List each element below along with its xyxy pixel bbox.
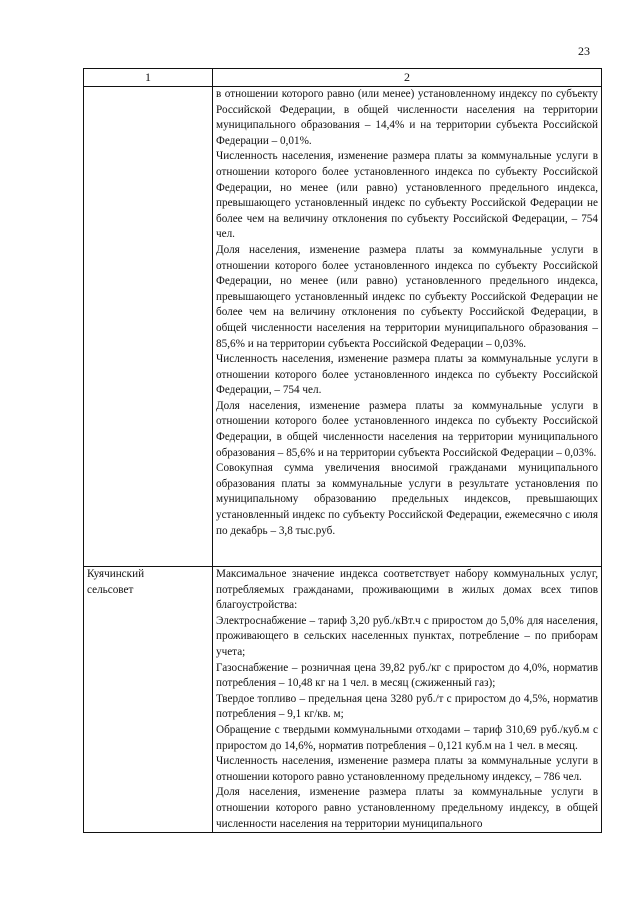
indicators-cell bbox=[213, 87, 602, 567]
paragraph: Численность населения, изменение размера платы за коммунальные услуги в отношении которого более установленного индекса по субъекту Российской Федерации, но менее (или равно) установленного предельного индекса, превышающего установленный индекс по субъекту Российской Федерации не более чем на величину отклонения по субъекту Российской Федерации, – 754 чел. bbox=[216, 150, 598, 241]
table-row bbox=[84, 567, 602, 833]
paragraph: Доля населения, изменение размера платы за коммунальные услуги в отношении которого более установленного индекса по субъекту Российской Федерации, но менее (или равно) установленного предельного индекса, превышающего установленный индекс по субъекту Российской Федерации не более чем на величину отклонения по субъекту Российской Федерации, в общей численности населения на территории муниципального образования – 85,6% и на территории субъекта Российской Федерации – 0,03%. bbox=[216, 243, 598, 350]
municipality-cell bbox=[84, 87, 213, 567]
paragraph: Твердое топливо – предельная цена 3280 руб./т с приростом до 4,5%, норматив потребления – 9,1 кг/кв. м; bbox=[216, 692, 598, 721]
paragraph: в отношении которого равно (или менее) установленному индексу по субъекту Российской Федерации, в общей численности населения на территории муниципального образования – 14,4% и на территории субъекта Российской Федерации – 0,01%. bbox=[216, 88, 598, 147]
column-header-2: 2 bbox=[213, 69, 602, 87]
indicators-cell bbox=[213, 567, 602, 833]
paragraph: Численность населения, изменение размера платы за коммунальные услуги в отношении которого более установленного индекса по субъекту Российской Федерации, – 754 чел. bbox=[216, 353, 598, 397]
table-row bbox=[84, 87, 602, 567]
table-header-row bbox=[84, 69, 602, 87]
paragraph: Численность населения, изменение размера платы за коммунальные услуги в отношении которого равно установленному предельному индексу, – 786 чел. bbox=[216, 755, 598, 783]
paragraph: Электроснабжение – тариф 3,20 руб./кВт.ч с приростом до 5,0% для населения, проживающего в сельских населенных пунктах, потребление – по приборам учета; bbox=[216, 614, 598, 658]
document-table bbox=[83, 68, 602, 833]
municipality-name: Куячинский сельсовет bbox=[87, 568, 145, 596]
paragraph: Газоснабжение – розничная цена 39,82 руб./кг с приростом до 4,0%, норматив потребления – 10,48 кг на 1 чел. в месяц (сжиженный газ); bbox=[216, 661, 598, 690]
paragraph: Максимальное значение индекса соответствует набору коммунальных услуг, потребляемых гражданами, проживающими в жилых домах всех типов благоустройства: bbox=[216, 568, 598, 612]
municipality-cell bbox=[84, 567, 213, 833]
paragraph: Доля населения, изменение размера платы за коммунальные услуги в отношении которого равно установленному предельному индексу, в общей численности населения на территории муниципального bbox=[216, 786, 598, 830]
paragraph: Доля населения, изменение размера платы за коммунальные услуги в отношении которого более установленного индекса по субъекту Российской Федерации, в общей численности населения на территории муниципального образования – 85,6% и на территории субъекта Российской Федерации – 0,03%. bbox=[216, 399, 598, 459]
column-header-1: 1 bbox=[84, 69, 213, 87]
paragraph: Совокупная сумма увеличения вносимой гражданами муниципального образования платы за коммунальные услуги в результате установления по муниципальному образованию предельных индексов, превышающих установленный индекс по субъекту Российской Федерации, ежемесячно с июля по декабрь – 3,8 тыс.руб. bbox=[216, 462, 598, 537]
page-number: 23 bbox=[578, 44, 590, 58]
paragraph: Обращение с твердыми коммунальными отходами – тариф 310,69 руб./куб.м с приростом до 14,6%, норматив потребления – 0,121 куб.м на 1 чел. в месяц. bbox=[216, 723, 598, 752]
